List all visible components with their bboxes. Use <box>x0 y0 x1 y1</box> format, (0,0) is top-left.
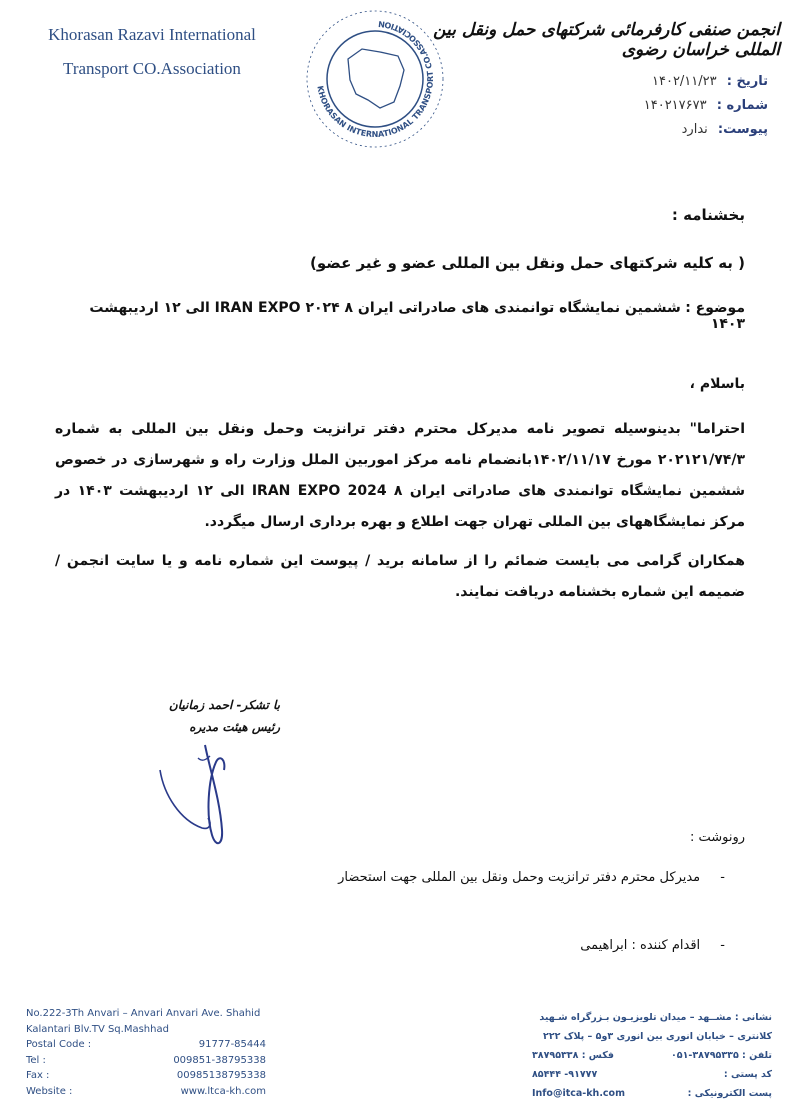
postal-value: 91777-85444 <box>198 1039 266 1050</box>
footer-web-row <box>26 1084 266 1100</box>
tel-value: 009851-38795338 <box>173 1054 266 1066</box>
footer-address-2: Kalantari Blv.TV Sq.Mashhad <box>26 1023 169 1035</box>
org-name-english <box>22 18 282 86</box>
subject-text: ششمین نمایشگاه توانمندی های صادراتی ایران IRAN EXPO ۲۰۲۴ ۸ الی ۱۲ اردیبهشت ۱۴۰۳ <box>89 300 745 332</box>
footer-fa-phone-row <box>532 1046 772 1065</box>
footer-fa-address-1: نشانی : مشــهد – میدان تلویزیـون بـزرگراه شـهید <box>539 1012 772 1023</box>
attachment-row <box>644 118 768 142</box>
svg-text:KHORASAN INTERNATIONAL TRANSPO <box>315 19 435 139</box>
recipient-line: ( به کلیه شرکتهای حمل ونقل بین المللی عضو و غیر عضو) <box>310 254 745 272</box>
tel-label: Tel : <box>26 1054 46 1066</box>
org-name-line1: Khorasan Razavi International <box>48 25 256 44</box>
letter-meta <box>644 70 768 142</box>
fa-postal-label: کد پستی : <box>723 1069 772 1080</box>
fax-value: 00985138795338 <box>176 1070 266 1081</box>
cc-label: رونوشت : <box>689 830 745 845</box>
fa-email-value[interactable]: Info@itca-kh.com <box>532 1088 625 1099</box>
fa-postal-value: ۹۱۷۷۷- ۸۵۴۴۴ <box>532 1069 598 1080</box>
cc-item-text: مدیرکل محترم دفتر ترانزیت وحمل ونقل بین المللی جهت استحضار <box>338 870 701 885</box>
logo-ring-text: KHORASAN INTERNATIONAL TRANSPORT CO.ASSOCIATION <box>315 19 436 140</box>
handwritten-signature <box>150 740 250 850</box>
date-value: ۱۴۰۲/۱۱/۲۳ <box>652 74 717 89</box>
web-label: Website : <box>26 1085 73 1097</box>
document-type: بخشنامه : <box>671 206 745 224</box>
fax-label: Fax : <box>26 1070 50 1081</box>
number-label: شماره : <box>716 98 768 113</box>
footer-fax-row <box>26 1068 266 1084</box>
footer-english <box>26 1006 266 1099</box>
date-row <box>644 70 768 94</box>
number-row <box>644 94 768 118</box>
footer-fa-address-2: کلانتری – خیابان انوری بین انوری ۳و۵ – پلاک ۲۲۲ <box>543 1031 772 1042</box>
postal-label: Postal Code : <box>26 1039 92 1050</box>
footer-fa-email-row <box>532 1084 772 1103</box>
footer-postal-row <box>26 1037 266 1053</box>
org-name-line2: Transport CO.Association <box>63 59 241 78</box>
cc-item <box>338 870 725 885</box>
web-value[interactable]: www.ltca-kh.com <box>180 1085 266 1097</box>
association-logo <box>300 4 450 154</box>
footer-address-1: No.222-3Th Anvari – Anvari Anvari Ave. Shahid <box>26 1008 261 1019</box>
date-label: تاریخ : <box>726 74 768 89</box>
fa-fax: فکس : ۳۸۷۹۵۳۳۸ <box>532 1050 614 1061</box>
fa-tel: تلفن : ۳۸۷۹۵۳۳۵-۰۵۱ <box>671 1050 772 1061</box>
greeting: باسلام ، <box>689 376 745 392</box>
signature-block <box>140 694 280 738</box>
number-value: ۱۴۰۲۱۷۶۷۳ <box>643 98 707 113</box>
subject-label: موضوع : <box>685 300 745 316</box>
action-dash: - <box>720 938 725 953</box>
letter-body <box>55 414 745 616</box>
action-by <box>580 938 725 953</box>
body-paragraph-1: احتراما" بدینوسیله تصویر نامه مدیرکل محترم دفتر ترانزیت وحمل ونقل بین المللی به شماره ۲۰۲۱۲۱/۷۴/۳ مورخ ۱۴۰۲/۱۱/۱۷بانضمام نامه مرکز اموربین الملل وزارت راه و شهرسازی در خصوص ششمین نمایشگاه توانمندی های صادراتی ایران IRAN EXPO 2024 ۸ الی ۱۲ اردیبهشت ۱۴۰۳ در مرکز نمایشگاههای بین المللی تهران جهت اطلاع و بهره برداری ارسال میگردد. <box>55 421 746 530</box>
subject-line <box>55 300 745 332</box>
footer-fa-postal-row <box>532 1065 772 1084</box>
fa-email-label: پست الکترونیکی : <box>687 1088 772 1099</box>
signature-title: رئیس هیئت مدیره <box>189 720 280 734</box>
signature-name: با تشکر- احمد زمانیان <box>168 698 280 712</box>
footer-tel-row <box>26 1053 266 1069</box>
cc-dash: - <box>720 870 725 885</box>
attachment-value: ندارد <box>681 122 708 137</box>
org-name-persian: انجمن صنفی کارفرمائی شرکتهای حمل ونقل بین المللی خراسان رضوی <box>433 20 780 60</box>
attachment-label: پیوست: <box>717 122 768 137</box>
body-paragraph-2: همکاران گرامی می بایست ضمائم را از سامانه برید / پیوست این شماره نامه و یا سایت انجمن / ضمیمه این شماره بخشنامه دریافت نمایند. <box>55 553 745 600</box>
footer-persian <box>532 1008 772 1103</box>
action-text: اقدام کننده : ابراهیمی <box>580 938 701 953</box>
